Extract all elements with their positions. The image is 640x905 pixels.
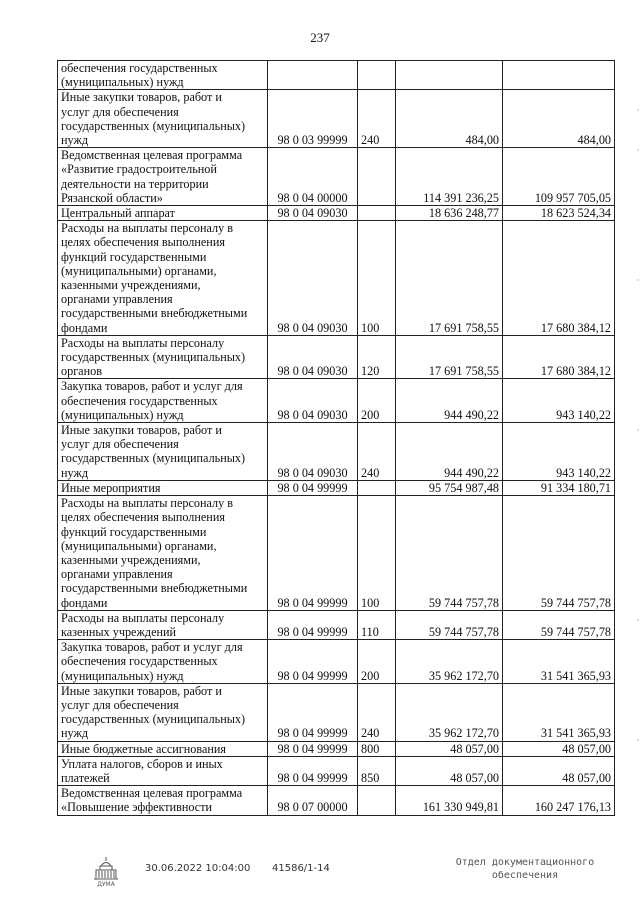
row-name-line: государственных (муниципальных) <box>61 451 246 466</box>
row-name <box>58 379 268 423</box>
row-name-line: казенных учреждений <box>61 624 177 639</box>
row-name-line: Расходы на выплаты персоналу в <box>61 496 233 511</box>
row-name-line: обеспечения государственных <box>61 393 218 408</box>
row-name-line: фондами <box>61 320 108 335</box>
row-name <box>58 423 268 481</box>
row-sum-year2: 17 680 384,12 <box>503 221 615 336</box>
table-row <box>58 61 615 90</box>
row-name-line: Расходы на выплаты персоналу в <box>61 221 233 236</box>
row-code: 98 0 04 99999 <box>268 741 358 756</box>
table-row <box>58 786 615 815</box>
table-row <box>58 221 615 336</box>
row-name-line: государственных (муниципальных) <box>61 712 246 727</box>
table-row <box>58 741 615 756</box>
row-name-line: государственными внебюджетными <box>61 581 248 596</box>
row-sum-year1: 95 754 987,48 <box>396 480 503 495</box>
row-name-line: органов <box>61 364 102 379</box>
row-name-line: «Повышение эффективности <box>61 800 213 815</box>
row-expense-type: 850 <box>358 756 396 785</box>
row-code: 98 0 04 09030 <box>268 335 358 379</box>
row-name <box>58 496 268 611</box>
row-name-line: Рязанской области» <box>61 190 163 205</box>
row-name-line: платежей <box>61 770 110 785</box>
row-sum-year2 <box>503 61 615 90</box>
row-sum-year1: 484,00 <box>396 90 503 148</box>
row-expense-type: 200 <box>358 379 396 423</box>
row-name-line: услуг для обеспечения <box>61 104 179 119</box>
row-name <box>58 90 268 148</box>
row-name <box>58 206 268 221</box>
row-sum-year2: 109 957 705,05 <box>503 148 615 206</box>
row-name <box>58 756 268 785</box>
row-name-line: Закупка товаров, работ и услуг для <box>61 640 243 655</box>
row-name-line: услуг для обеспечения <box>61 697 179 712</box>
table-row <box>58 335 615 379</box>
row-code: 98 0 04 99999 <box>268 496 358 611</box>
row-name-line: Ведомственная целевая программа <box>61 148 243 163</box>
row-code: 98 0 04 99999 <box>268 480 358 495</box>
row-sum-year1: 48 057,00 <box>396 756 503 785</box>
row-code: 98 0 04 09030 <box>268 423 358 481</box>
row-name-line: органами управления <box>61 567 173 582</box>
row-name-line: (муниципальных) нужд <box>61 75 184 90</box>
row-code: 98 0 04 09030 <box>268 379 358 423</box>
row-expense-type: 240 <box>358 90 396 148</box>
row-name-line: казенными учреждениями, <box>61 278 201 293</box>
budget-table <box>57 60 615 816</box>
row-sum-year1: 59 744 757,78 <box>396 610 503 639</box>
row-expense-type <box>358 61 396 90</box>
row-code: 98 0 04 99999 <box>268 610 358 639</box>
row-name-line: Расходы на выплаты персоналу <box>61 335 225 350</box>
row-sum-year1: 48 057,00 <box>396 741 503 756</box>
row-name-line: государственных (муниципальных) <box>61 118 246 133</box>
row-sum-year1: 18 636 248,77 <box>396 206 503 221</box>
row-name-line: (муниципальными) органами, <box>61 263 217 278</box>
row-sum-year1: 944 490,22 <box>396 379 503 423</box>
row-sum-year2: 31 541 365,93 <box>503 640 615 684</box>
row-code: 98 0 04 09030 <box>268 221 358 336</box>
row-name-line: Закупка товаров, работ и услуг для <box>61 379 243 394</box>
row-name <box>58 221 268 336</box>
row-name-line: «Развитие градостроительной <box>61 162 217 177</box>
row-name-line: (муниципальными) органами, <box>61 538 217 553</box>
row-expense-type <box>358 148 396 206</box>
row-sum-year1: 35 962 172,70 <box>396 640 503 684</box>
row-name-line: фондами <box>61 595 108 610</box>
row-expense-type <box>358 786 396 815</box>
row-sum-year2: 91 334 180,71 <box>503 480 615 495</box>
row-name-line: услуг для обеспечения <box>61 437 179 452</box>
row-expense-type: 100 <box>358 496 396 611</box>
row-name-line: функций государственными <box>61 524 207 539</box>
row-expense-type <box>358 206 396 221</box>
row-name <box>58 640 268 684</box>
row-sum-year2: 59 744 757,78 <box>503 496 615 611</box>
row-expense-type: 110 <box>358 610 396 639</box>
row-expense-type: 120 <box>358 335 396 379</box>
row-name-line: Иные закупки товаров, работ и <box>61 683 222 698</box>
row-name-line: деятельности на территории <box>61 176 209 191</box>
row-name-line: казенными учреждениями, <box>61 552 201 567</box>
row-sum-year2: 18 623 524,34 <box>503 206 615 221</box>
table-row <box>58 640 615 684</box>
row-expense-type: 240 <box>358 683 396 741</box>
row-name <box>58 786 268 815</box>
table-row <box>58 756 615 785</box>
row-sum-year2: 48 057,00 <box>503 756 615 785</box>
svg-text:ДУМА: ДУМА <box>97 881 115 888</box>
row-code: 98 0 04 99999 <box>268 683 358 741</box>
row-code: 98 0 04 00000 <box>268 148 358 206</box>
row-expense-type: 100 <box>358 221 396 336</box>
footer <box>0 856 640 896</box>
row-name <box>58 148 268 206</box>
row-code: 98 0 04 99999 <box>268 756 358 785</box>
row-expense-type: 800 <box>358 741 396 756</box>
row-name-line: целях обеспечения выполнения <box>61 235 225 250</box>
row-name <box>58 741 268 756</box>
row-sum-year1: 944 490,22 <box>396 423 503 481</box>
row-sum-year1 <box>396 61 503 90</box>
row-expense-type: 240 <box>358 423 396 481</box>
row-name <box>58 480 268 495</box>
table-row <box>58 423 615 481</box>
row-name-line: Иные закупки товаров, работ и <box>61 90 222 105</box>
row-name-line: государственными внебюджетными <box>61 306 248 321</box>
row-code: 98 0 07 00000 <box>268 786 358 815</box>
stamp-line: Отдел документационного <box>455 857 595 868</box>
stamp-line: обеспечения <box>491 870 559 881</box>
table-row <box>58 480 615 495</box>
duma-logo <box>92 856 120 888</box>
table-row <box>58 206 615 221</box>
row-sum-year2: 59 744 757,78 <box>503 610 615 639</box>
row-sum-year2: 17 680 384,12 <box>503 335 615 379</box>
row-sum-year1: 17 691 758,55 <box>396 221 503 336</box>
row-code: 98 0 04 99999 <box>268 640 358 684</box>
row-expense-type: 200 <box>358 640 396 684</box>
row-name-line: органами управления <box>61 292 173 307</box>
row-sum-year1: 35 962 172,70 <box>396 683 503 741</box>
row-name-line: Уплата налогов, сборов и иных <box>61 756 223 771</box>
row-sum-year2: 160 247 176,13 <box>503 786 615 815</box>
row-expense-type <box>358 480 396 495</box>
row-sum-year2: 48 057,00 <box>503 741 615 756</box>
row-name-line: Иные мероприятия <box>61 480 161 495</box>
row-sum-year2: 31 541 365,93 <box>503 683 615 741</box>
footer-reg-number: 41586/1-14 <box>272 863 330 874</box>
table-row <box>58 148 615 206</box>
row-code <box>268 61 358 90</box>
row-name-line: нужд <box>61 726 89 741</box>
row-name-line: Ведомственная целевая программа <box>61 786 243 801</box>
row-name-line: Иные закупки товаров, работ и <box>61 423 222 438</box>
table-row <box>58 496 615 611</box>
row-code: 98 0 04 09030 <box>268 206 358 221</box>
row-sum-year2: 484,00 <box>503 90 615 148</box>
table-row <box>58 610 615 639</box>
row-name <box>58 683 268 741</box>
department-stamp <box>440 856 610 882</box>
row-sum-year2: 943 140,22 <box>503 423 615 481</box>
row-name <box>58 610 268 639</box>
row-sum-year1: 17 691 758,55 <box>396 335 503 379</box>
row-name-line: нужд <box>61 133 89 148</box>
row-name-line: Центральный аппарат <box>61 206 175 221</box>
row-sum-year1: 161 330 949,81 <box>396 786 503 815</box>
scan-edge-marks <box>634 100 640 800</box>
row-name <box>58 335 268 379</box>
row-name-line: функций государственными <box>61 249 207 264</box>
row-name-line: обеспечения государственных <box>61 654 218 669</box>
row-sum-year1: 59 744 757,78 <box>396 496 503 611</box>
table-row <box>58 379 615 423</box>
row-name-line: Иные бюджетные ассигнования <box>61 741 227 756</box>
page-number: 237 <box>310 30 330 45</box>
row-name-line: нужд <box>61 465 89 480</box>
budget-table-body <box>58 61 615 816</box>
row-name-line: целях обеспечения выполнения <box>61 510 225 525</box>
row-name-line: обеспечения государственных <box>61 61 218 75</box>
table-row <box>58 90 615 148</box>
row-name-line: государственных (муниципальных) <box>61 350 246 365</box>
row-code: 98 0 03 99999 <box>268 90 358 148</box>
row-name-line: (муниципальных) нужд <box>61 668 184 683</box>
footer-date: 30.06.2022 10:04:00 <box>145 863 251 874</box>
row-name-line: Расходы на выплаты персоналу <box>61 610 225 625</box>
row-name-line: (муниципальных) нужд <box>61 407 184 422</box>
duma-building-icon <box>92 856 120 888</box>
row-sum-year2: 943 140,22 <box>503 379 615 423</box>
row-sum-year1: 114 391 236,25 <box>396 148 503 206</box>
row-name <box>58 61 268 90</box>
table-row <box>58 683 615 741</box>
